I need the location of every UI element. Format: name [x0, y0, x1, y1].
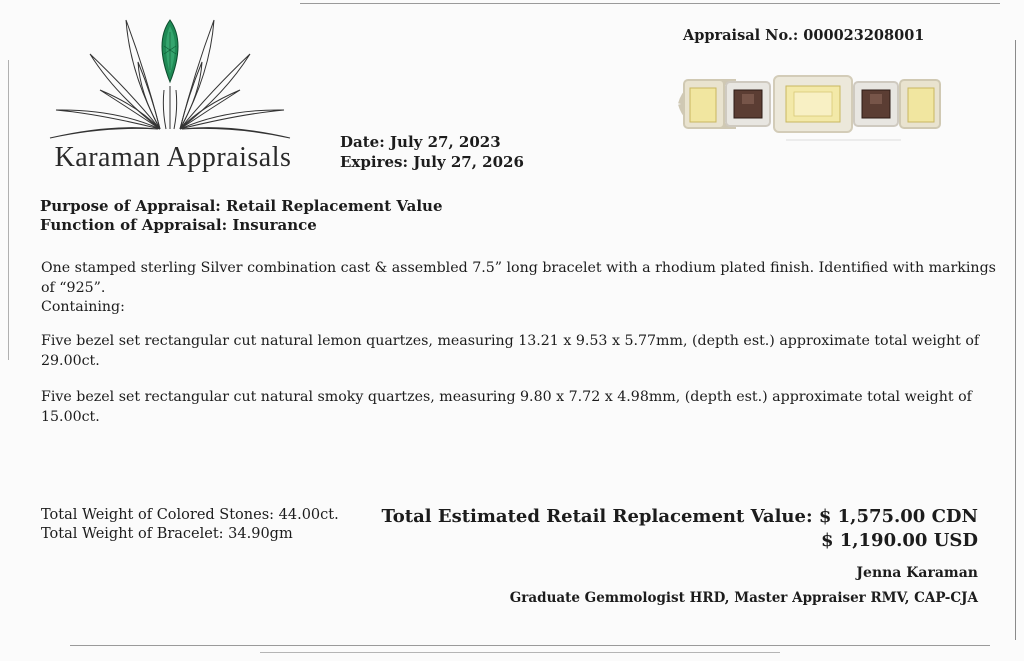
- scan-bottom-edge-2: [260, 652, 780, 653]
- retail-value-usd: $ 1,190.00 USD: [820, 530, 978, 551]
- appraiser-credentials: Graduate Gemmologist HRD, Master Appraiser RMV, CAP-CJA: [509, 590, 978, 606]
- bracelet-photo: [676, 66, 946, 150]
- lemon-quartz-description: Five bezel set rectangular cut natural lemon quartzes, measuring 13.21 x 9.53 x 5.77mm, (depth est.) approximate total weight of 29.00ct.: [41, 333, 980, 369]
- purpose-line: Purpose of Appraisal: Retail Replacement Value: [40, 197, 443, 215]
- scan-right-edge: [1015, 40, 1016, 640]
- scan-bottom-edge: [70, 645, 990, 646]
- lotus-leaf-emblem-icon: [20, 14, 320, 144]
- company-logo: [20, 14, 320, 179]
- smoky-quartz-description: Five bezel set rectangular cut natural smoky quartzes, measuring 9.80 x 7.72 x 4.98mm, (depth est.) approximate total weight of 15.00ct.: [41, 389, 972, 425]
- appraisal-purpose: [40, 197, 443, 235]
- company-name: Karaman Appraisals: [54, 142, 292, 173]
- scan-left-edge: [8, 60, 9, 360]
- retail-value-cdn: Total Estimated Retail Replacement Value: $ 1,575.00 CDN: [381, 506, 978, 527]
- appraiser-name: Jenna Karaman: [856, 565, 978, 581]
- bracelet-weight: Total Weight of Bracelet: 34.90gm: [41, 526, 293, 542]
- colored-stones-weight: Total Weight of Colored Stones: 44.00ct.: [41, 507, 339, 523]
- weight-totals: [41, 506, 339, 544]
- expiry-date: Expires: July 27, 2026: [340, 153, 524, 171]
- item-description: [41, 259, 996, 318]
- containing-label: Containing:: [41, 299, 125, 315]
- appraisal-date: Date: July 27, 2023: [340, 133, 501, 151]
- bracelet-description: One stamped sterling Silver combination cast & assembled 7.5” long bracelet with a rhodium plated finish. Identified with markings of “925”.: [41, 260, 996, 296]
- appraisal-dates: [340, 132, 524, 172]
- function-line: Function of Appraisal: Insurance: [40, 216, 317, 234]
- scan-top-edge: [300, 3, 1000, 4]
- appraisal-number: Appraisal No.: 000023208001: [683, 27, 925, 44]
- valuation-block: [381, 506, 978, 551]
